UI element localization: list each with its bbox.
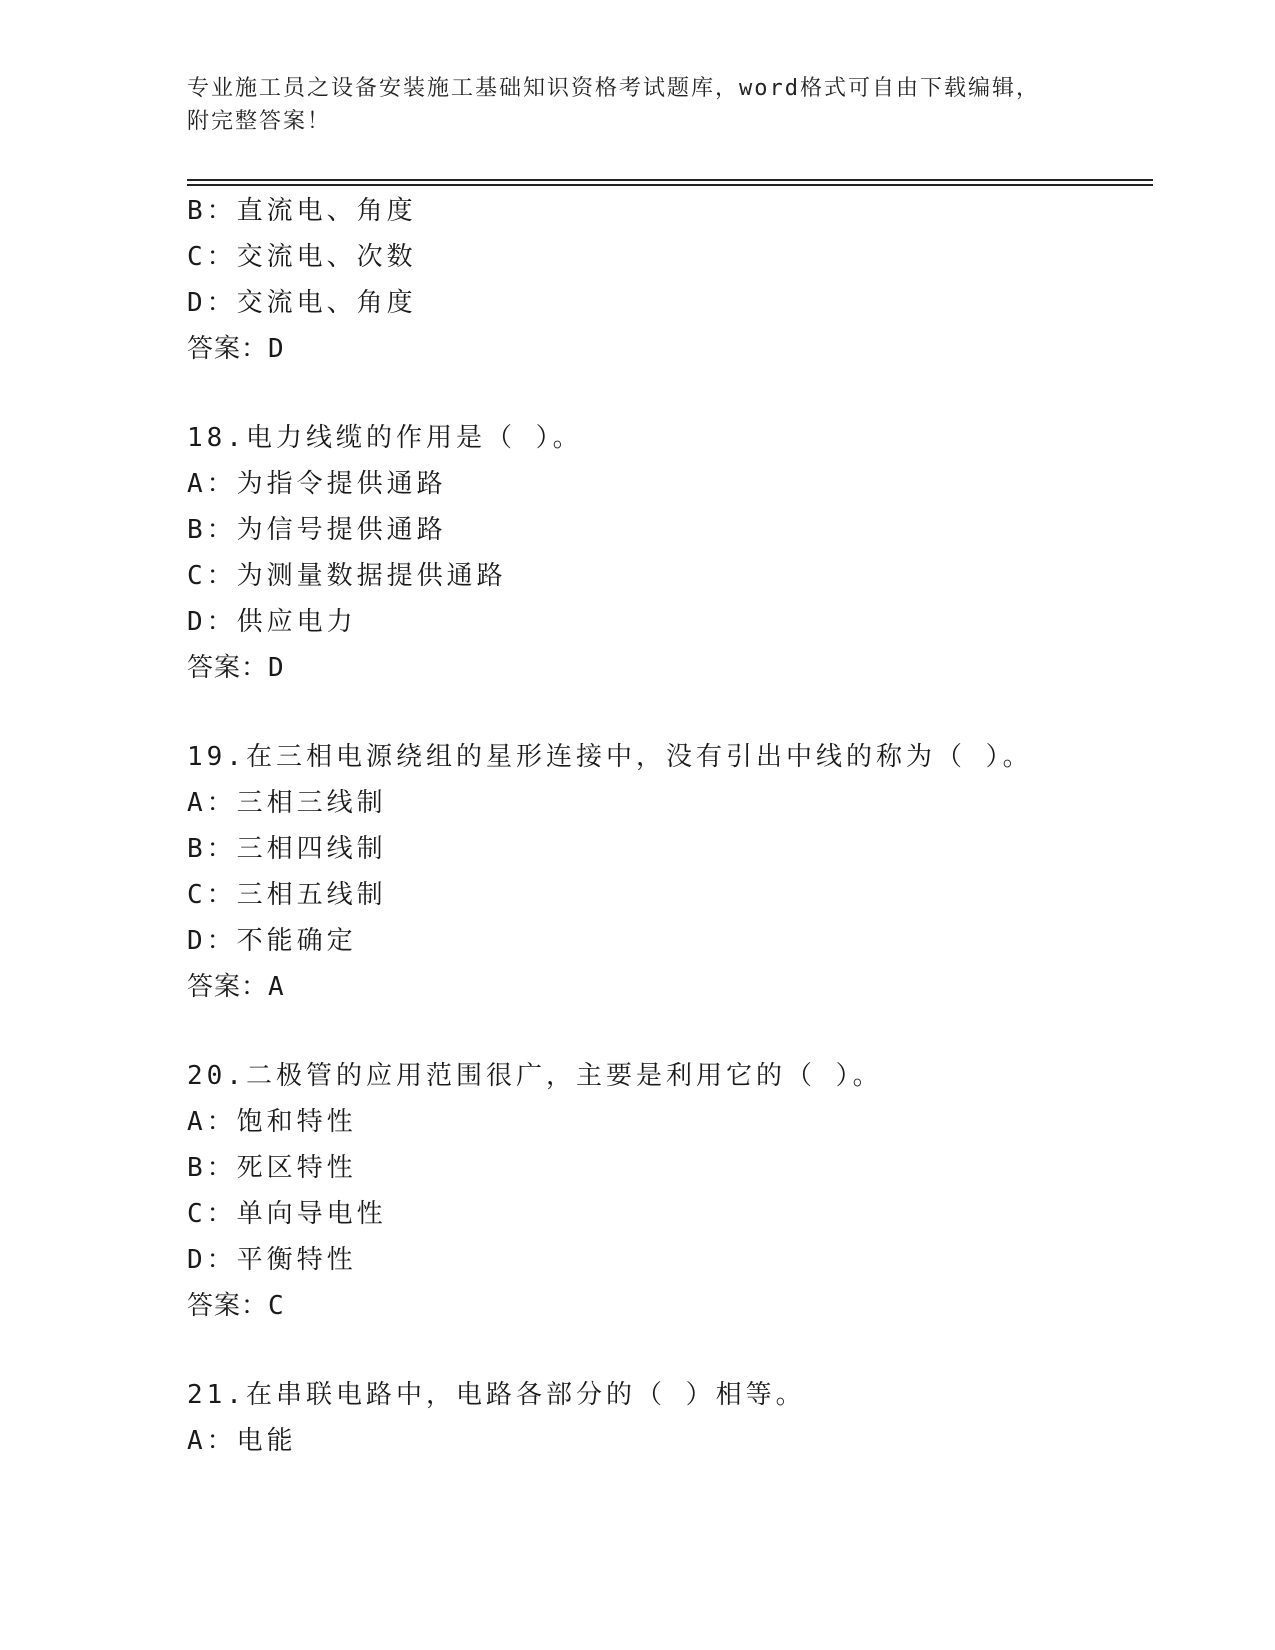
option-a: A：三相三线制 <box>187 788 387 818</box>
option-d: D：不能确定 <box>187 926 357 956</box>
question-20 <box>187 1053 1147 1329</box>
document-header <box>187 72 1067 138</box>
option-d: D：供应电力 <box>187 607 357 637</box>
header-line-2: 附完整答案！ <box>187 109 332 134</box>
option-c: C：为测量数据提供通路 <box>187 561 507 591</box>
question-21 <box>187 1372 1147 1464</box>
option-c: C：三相五线制 <box>187 880 387 910</box>
question-17-continued <box>187 188 1147 372</box>
question-19 <box>187 734 1147 1010</box>
answer: 答案：A <box>187 972 285 1002</box>
option-c: C：交流电、次数 <box>187 242 417 272</box>
question-stem: 21.在串联电路中，电路各部分的（ ）相等。 <box>187 1380 806 1410</box>
option-b: B：死区特性 <box>187 1153 357 1183</box>
question-stem: 18.电力线缆的作用是（ ）。 <box>187 423 583 453</box>
question-stem: 19.在三相电源绕组的星形连接中，没有引出中线的称为（ ）。 <box>187 742 1033 772</box>
header-divider-bottom <box>187 184 1153 186</box>
answer: 答案：D <box>187 334 285 364</box>
question-list <box>187 188 1147 1464</box>
option-b: B：三相四线制 <box>187 834 387 864</box>
option-a: A：为指令提供通路 <box>187 469 447 499</box>
option-d: D：交流电、角度 <box>187 288 417 318</box>
answer: 答案：C <box>187 1291 285 1321</box>
question-stem: 20.二极管的应用范围很广，主要是利用它的（ ）。 <box>187 1061 883 1091</box>
option-a: A：电能 <box>187 1426 297 1456</box>
option-c: C：单向导电性 <box>187 1199 387 1229</box>
option-b: B：为信号提供通路 <box>187 515 447 545</box>
option-a: A：饱和特性 <box>187 1107 357 1137</box>
answer: 答案：D <box>187 653 285 683</box>
option-d: D：平衡特性 <box>187 1245 357 1275</box>
header-divider-top <box>187 179 1153 181</box>
header-line-1: 专业施工员之设备安装施工基础知识资格考试题库，word格式可自由下载编辑， <box>187 76 1040 101</box>
question-18 <box>187 415 1147 691</box>
option-b: B：直流电、角度 <box>187 196 417 226</box>
